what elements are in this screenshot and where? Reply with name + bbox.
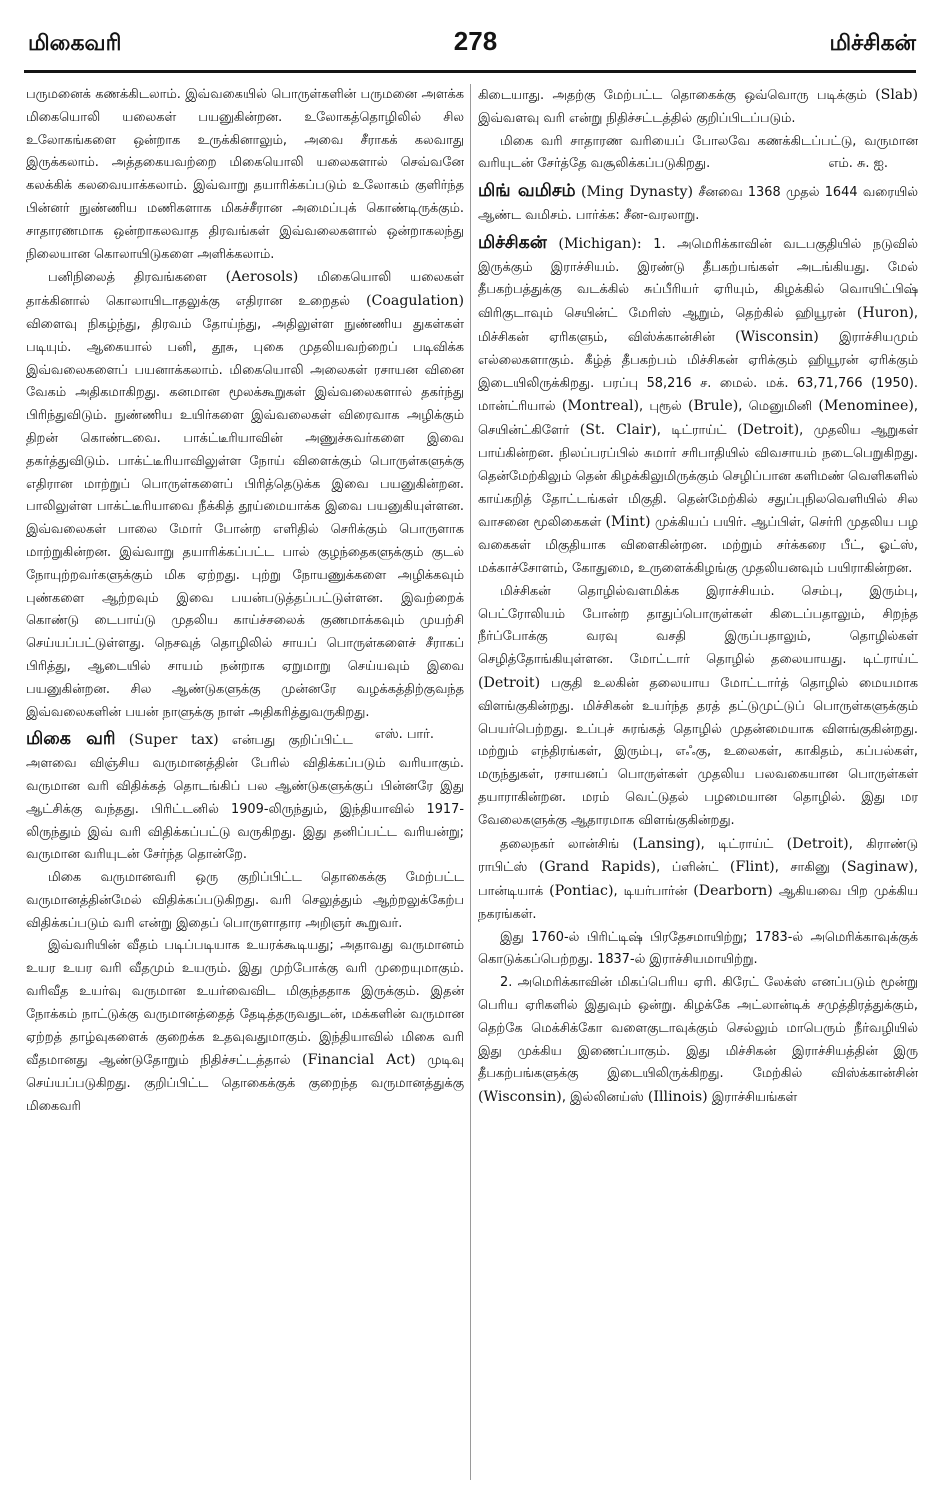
latin-term: (Ming Dynasty) — [580, 184, 694, 201]
latin-term: (Illinois) — [647, 1089, 708, 1106]
paragraph-text: பகுதி உலகின் தலையாய மோட்டார்த் தொழில் மையமாக விளங்குகின்றது. மிச்சிகன் உயர்ந்த தரத் தட்டுமுட்டுப் பொருள்களுக்கும் பெயர்பெற்றது. உப்புச் சுரங்கத் தொழில் முதன்மையாக விளங்குகின்றது. மற்றும் எந்திரங்கள், இரும்பு, எஃகு, உலைகள், காகிதம், கப்பல்கள், மருந்துகள், ரசாயனப் பொருள்கள் முதலிய பலவகையான பொருள்கள் தயாராகின்றன. மரம் வெட்டுதல் பழமையான தொழில். இது மர வேலைகளுக்கு ஆதாரமாக விளங்குகின்றது. — [478, 675, 918, 828]
entry-michigan — [478, 232, 918, 581]
entry-title: மிகை வரி — [26, 729, 116, 750]
paragraph-text: தலைநகர் லான்சிங் — [500, 836, 633, 852]
paragraph-text: 2. அமெரிக்காவின் மிகப்பெரிய ஏரி. கிரேட் லேக்ஸ் எனப்படும் மூன்று பெரிய ஏரிகளில் இதுவும் ஒன்று. கிழக்கே அட்லான்டிக் சமுத்திரத்துக்கும், தெற்கே மெக்சிக்கோ வளைகுடாவுக்கும் செல்லும் மாபெரும் நீர்வழியில் இது முக்கிய இணைப்பாகும். இது மிச்சிகன் இராச்சியத்தின் இரு தீபகற்பங்களுக்கு இடையிலிருக்கிறது. மேற்கில் விஸ்க்கான்சின் — [478, 975, 918, 1082]
paragraph-text: , டிட்ராய்ட் — [700, 836, 787, 852]
latin-term: (Flint) — [729, 859, 775, 876]
running-head-left: மிகைவரி — [28, 31, 122, 56]
latin-term: (Detroit) — [737, 422, 800, 439]
paragraph-text: , டிட்ராய்ட் — [656, 423, 738, 439]
latin-term: (Slab) — [875, 87, 918, 103]
paragraph-text: மிச்சிகன் தொழில்வளமிக்க இராச்சியம். செம்பு, இரும்பு, பெட்ரோலியம் போன்ற தாதுப்பொருள்கள் கிடைப்பதாலும், சிறந்த நீர்ப்போக்கு வரவு வசதி இருப்பதாலும், தொழில்கள் செழித்தோங்கியுள்ளன. மோட்டார் தொழில் தலையாயது. டிட்ராய்ட் — [478, 583, 918, 668]
latin-term: (Dearborn) — [693, 883, 773, 900]
paragraph-text: இவ்வளவு வரி என்று நிதிச்சட்டத்தில் குறிப்பிடப்படும். — [478, 110, 796, 126]
entry-super-tax — [26, 728, 464, 867]
paragraph-text: விளைவு நிகழ்ந்து, திரவம் தோய்ந்து, அதிலுள்ள நுண்ணிய துகள்கள் படியும். ஆகையால் பனி, தூசு, புகை முதலியவற்றைப் படிவிக்க இவ்வலைகளைப் பயனாக்கலாம். மிகையொலி அலைகள் ரசாயன வினை வேகம் அதிகமாகிறது. கனமான மூலக்கூறுகள் இவ்வலைகளால் தகர்ந்து பிரிந்துவிடும். நுண்ணிய உயிர்களை இவ்வலைகள் விரைவாக அழிக்கும் திறன் கொண்டவை. பாக்ட்டீரியாவின் அணுச்சுவர்களை இவை தகர்த்துவிடும். பாக்ட்டீரியாவிலுள்ள நோய் விளைக்கும் பொருள்களுக்கு எதிரான மாற்றுப் பொருள்களைப் பிரித்தெடுக்க இவை பயனுகின்றன. பாலிலுள்ள பாக்ட்டீரியாவை நீக்கித் தூய்மையாக்க இவை பயனுகியுள்ளன. இவ்வலைகள் பாலை மோர் போன்ற எளிதில் செரிக்கும் பொருளாக மாற்றுகின்றன. இவ்வாறு தயாரிக்கப்பட்ட பால் குழந்தைகளுக்கும் குடல் நோயுற்றவர்களுக்கும் மிக ஏற்றது. புற்று நோயணுக்களை அழிக்கவும் புண்களை ஆற்றவும் இவை பயன்படுத்தப்பட்டுள்ளன. இவற்றைக் கொண்டு டைபாய்டு முதலிய காய்ச்சலைக் குணமாக்கவும் முயற்சி செய்யப்பட்டுள்ளது. நெசவுத் தொழிலில் சாயப் பொருள்களைச் சீராகப் பிரித்து, ஆடையில் சாயம் நன்றாக ஏறுமாறு செய்யவும் இவை பயனுகின்றன. சில ஆண்டுகளுக்கு முன்னரே வழக்கத்திற்குவந்த இவ்வலைகளின் பயன் நாளுக்கு நாள் அதிகரித்துவருகிறது. — [26, 316, 464, 720]
paragraph-text: , டியர்பார்ன் — [613, 884, 694, 900]
paragraph-text: முக்கியப் பயிர். ஆப்பிள், செர்ரி முதலிய பழ வகைகள் மிகுதியாக விளைகின்றன. மற்றும் சர்க்கரை பீட், ஓட்ஸ், மக்காச்சோளம், கோதுமை, உருளைக்கிழங்கு முதலியனவும் பயிராகின்றன. — [478, 515, 918, 576]
latin-term: (Pontiac) — [549, 883, 614, 900]
paragraph-text: 1. அமெரிக்காவின் வடபகுதியில் நடுவில் இருக்கும் இராச்சியம். இரண்டு தீபகற்பங்கள் அடங்கியது. மேல் தீபகற்பத்துக்கு வடக்கில் சுப்பீரியர் ஏரியும், கிழக்கில் வொயிட்பிஷ் விரிகுடாவும் செயின்ட் மேரிஸ் ஆறும், தெற்கில் ஹியூரன் — [478, 236, 918, 322]
paragraph-text: கிடையாது. அதற்கு மேற்பட்ட தொகைக்கு ஒவ்வொரு படிக்கும் — [478, 88, 876, 103]
entry-title: மிங் வமிசம் — [478, 181, 576, 202]
paragraph-super-tax-5 — [478, 131, 918, 177]
latin-term: (Wisconsin) — [478, 1089, 562, 1106]
latin-term: (Coagulation) — [365, 293, 464, 310]
paragraph-text: இது 1760-ல் பிரிட்டிஷ் பிரதேசமாயிற்று; 1783-ல் அமெரிக்காவுக்குக் கொடுக்கப்பெற்றது. 1837-ல் இராச்சியமாயிற்று. — [478, 929, 918, 968]
left-column — [26, 84, 464, 1484]
paragraph-text: ஆகியவை பிற முக்கிய நகரங்கள். — [478, 884, 918, 922]
paragraph-text: இராச்சியங்கள் — [707, 1090, 798, 1106]
paragraph-text: இராச்சியமும் எல்லைகளாகும். கீழ்த் தீபகற்பம் மிச்சிகன் ஏரிக்கும் ஹியூரன் ஏரிக்கும் இடையிலிருக்கிறது. பரப்பு 58,216 ச. மைல். மக். 63,71,766 (1950). மான்ட்ரியால் — [478, 329, 918, 415]
latin-term: (Super tax) — [128, 732, 219, 749]
latin-term: (Brule) — [687, 398, 739, 415]
paragraph-text: பனிநிலைத் திரவங்களை — [48, 270, 226, 286]
entry-title: மிச்சிகன் — [478, 232, 547, 253]
header-rule — [24, 70, 916, 73]
paragraph-text: என்பது குறிப்பிட்ட அளவை விஞ்சிய வருமானத்தின் பேரில் விதிக்கப்படும் வரியாகும். வருமான வரி விதிக்கத் தொடங்கிப் பல ஆண்டுகளுக்குப் பின்னரே இது ஆட்சிக்கு வந்தது. பிரிட்டனில் 1909-லிருந்தும், இந்தியாவில் 1917-லிருந்தும் இவ் வரி விதிக்கப்பட்டு வருகிறது. இது தனிப்பட்ட வரியன்று; வருமான வரியுடன் சேர்ந்த தொன்றே. — [26, 733, 464, 863]
author-signature: எம். சு. ஐ. — [828, 156, 888, 172]
latin-term: (Detroit) — [786, 835, 849, 852]
latin-term: (Detroit) — [478, 674, 541, 691]
entry-ming-dynasty — [478, 180, 918, 228]
column-divider — [470, 84, 471, 1480]
author-signature: எஸ். பார். — [374, 727, 434, 743]
latin-term: (Wisconsin) — [735, 328, 819, 345]
paragraph-text: இவ்வரியின் வீதம் படிப்படியாக உயரக்கூடியது; அதாவது வருமானம் உயர உயர வரி வீதமும் உயரும். இது முற்போக்கு வரி முறையுமாகும். வரிவீத உயர்வு வருமான உயர்வைவிட மிகுந்ததாக இருக்கும். இதன் நோக்கம் நாட்டுக்கு வருமானத்தைத் தேடித்தருவதுடன், மக்களின் வருமான ஏற்றத் தாழ்வுகளைக் குறைக்க உதவுவதுமாகும். இந்தியாவில் மிகை வரி வீதமானது ஆண்டுதோறும் நிதிச்சட்டத்தால் — [26, 938, 464, 1069]
paragraph-text: , பான்டியாக் — [478, 860, 918, 900]
paragraph-text: பருமனைக் கணக்கிடலாம். இவ்வகையில் பொருள்களின் பருமனை அளக்க மிகையொலி யலைகள் பயனுகின்றன. உலோகத்தொழிலில் சில உலோகங்களை ஒன்றாக உருக்கினாலும், அவை சீராகக் கலவாது இருக்கலாம். அத்தகையவற்றை மிகையொலி யலைகளால் செவ்வனே கலக்கிக் கலவையாக்கலாம். இவ்வாறு தயாரிக்கப்படும் உலோகம் குளிர்ந்த பின்னர் நுண்ணிய மணிகளாக மிகச்சீரான அமைப்புக் கொண்டிருக்கும். சாதாரணமாக ஒன்றாகலவாத திரவங்கள் இவ்வலைகளால் ஒன்றாகலந்து நிலையான கொலாயிடுகளை அளிக்கலாம். — [26, 87, 464, 262]
paragraph-super-tax-continued — [478, 84, 918, 131]
paragraph-text: சீனவை 1368 முதல் 1644 வரையில் ஆண்ட வமிசம். பார்க்க: சீன-வரலாறு. — [478, 185, 918, 223]
latin-term: (Huron) — [856, 305, 914, 322]
latin-term: (Mint) — [605, 514, 651, 531]
paragraph-text: , கிராண்டு ராபிட்ஸ் — [478, 836, 918, 876]
paragraph-text: , முதலிய ஆறுகள் பாய்கின்றன. நிலப்பரப்பில் சுமார் சரிபாதியில் விவசாயம் நடைபெறுகிறது. தென்மேற்கிலும் தென் கிழக்கிலுமிருக்கும் செழிப்பான களிமண் வெளிகளில் காய்கறித் தோட்டங்கள் மிகுதி. தென்மேற்கில் சதுப்புநிலவெளியில் சில வாசனை மூலிகைகள் — [478, 423, 918, 531]
latin-term: (Montreal) — [561, 398, 640, 415]
latin-term: (Menominee) — [818, 398, 914, 415]
latin-term: (St. Clair) — [579, 422, 657, 439]
paragraph-michigan-industry — [478, 581, 918, 833]
paragraph-text: மிகை வருமானவரி ஒரு குறிப்பிட்ட தொகைக்கு மேற்பட்ட வருமானத்தின்மேல் விதிக்கப்படுகிறது. வரி செலுத்தும் ஆற்றலுக்கேற்ப விதிக்கப்படும் வரி என்று இதைப் பொருளாதார அறிஞர் கூறுவர். — [26, 870, 464, 931]
right-column — [478, 84, 918, 1484]
paragraph-text: , புரூல் — [639, 399, 688, 415]
page-header — [28, 26, 916, 66]
paragraph-text: , சாகினு — [774, 860, 842, 876]
page-number: 278 — [453, 26, 498, 56]
paragraph-text: , மெனுமினி — [738, 399, 819, 415]
latin-term: (Grand Rapids) — [538, 859, 657, 876]
paragraph-text: , ப்ளின்ட் — [656, 860, 730, 876]
latin-term: (Saginaw) — [841, 859, 914, 876]
latin-term: (Lansing) — [632, 835, 701, 852]
paragraph-text: மிகையொலி யலைகள் தாக்கினால் கொலாயிடாதலுக்கு எதிரான உறைதல் — [26, 270, 464, 310]
paragraph-text: , செயின்ட்கிளேர் — [478, 399, 918, 439]
paragraph-michigan-history — [478, 927, 918, 973]
paragraph-text: மிகை வரி சாதாரண வரியைப் போலவே கணக்கிடப்பட்டு, வருமான வரியுடன் சேர்த்தே வசூலிக்கப்படுகிறது. — [478, 133, 918, 172]
paragraph-lake-michigan — [478, 972, 918, 1110]
latin-term: (Financial Act) — [302, 1052, 416, 1069]
latin-term: (Aerosols) — [225, 269, 299, 286]
paragraph-ultrasonics-continued — [26, 84, 464, 266]
paragraph-michigan-cities — [478, 833, 918, 927]
latin-term: (Michigan): — [558, 235, 642, 252]
paragraph-text: , மிச்சிகன் ஏரிகளும், விஸ்க்கான்சின் — [478, 306, 918, 345]
paragraph-super-tax-2 — [26, 867, 464, 935]
running-head-right: மிச்சிகன் — [829, 31, 916, 56]
paragraph-text: , இல்லினய்ஸ் — [561, 1090, 648, 1106]
paragraph-super-tax-3 — [26, 935, 464, 1118]
paragraph-text: முடிவு செய்யப்படுகிறது. குறிப்பிட்ட தொகைக்குக் குறைந்த வருமானத்துக்கு மிகைவரி — [26, 1053, 464, 1115]
